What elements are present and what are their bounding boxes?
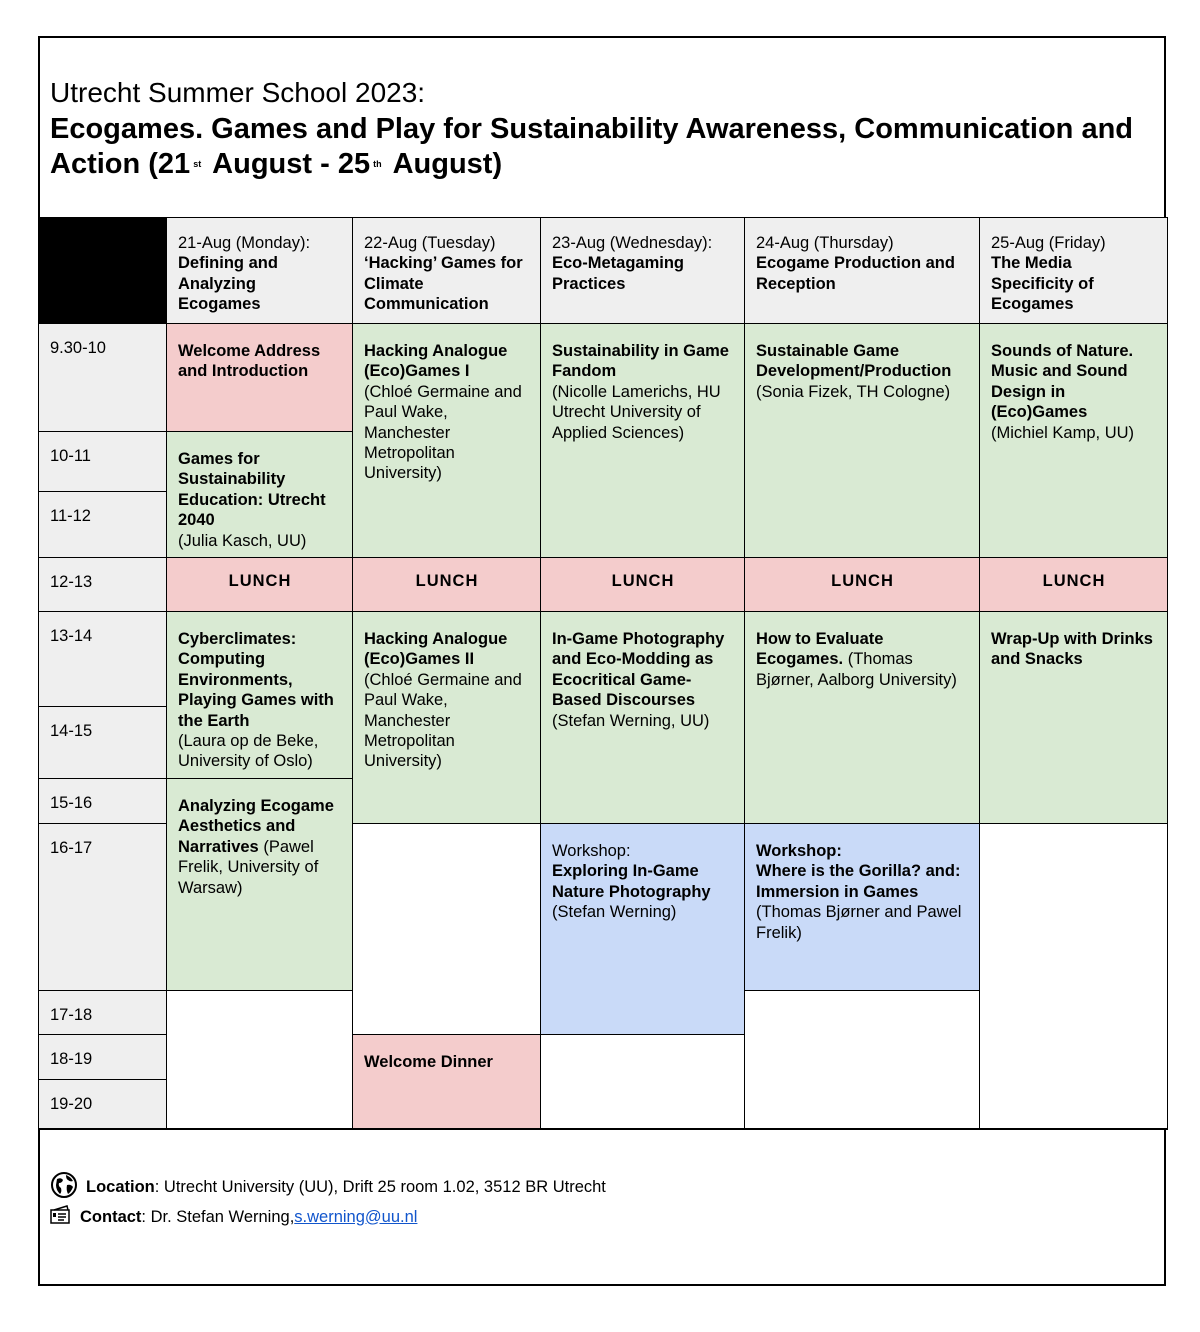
session-thursday-evaluate: How to Evaluate Ecogames. (Thomas Bjørner, Aalborg University): [744, 611, 980, 824]
table-bottom-rule: [38, 1128, 1168, 1130]
lunch-cell: LUNCH: [166, 557, 353, 612]
empty-cell: [352, 823, 541, 1035]
time-slot: 15-16: [38, 778, 167, 824]
session-wednesday-photography: In-Game Photography and Eco-Modding as Ecocritical Game-Based Discourses (Stefan Werning, UU): [540, 611, 745, 824]
time-slot: 13-14: [38, 611, 167, 707]
session-thursday-workshop: Workshop: Where is the Gorilla? and: Immersion in Games (Thomas Bjørner and Pawel Frelik): [744, 823, 980, 991]
empty-cell: [166, 990, 353, 1130]
time-slot: 19-20: [38, 1079, 167, 1130]
session-friday-sounds: Sounds of Nature. Music and Sound Design in (Eco)Games (Michiel Kamp, UU): [979, 323, 1168, 558]
globe-icon: [50, 1171, 86, 1204]
empty-cell: [744, 990, 980, 1130]
session-friday-wrap-up: Wrap-Up with Drinks and Snacks: [979, 611, 1168, 824]
session-tuesday-hacking-2: Hacking Analogue (Eco)Games II (Chloé Germaine and Paul Wake, Manchester Metropolitan University): [352, 611, 541, 824]
session-wednesday-workshop: Workshop: Exploring In-Game Nature Photography (Stefan Werning): [540, 823, 745, 1035]
empty-cell: [540, 1034, 745, 1130]
lunch-cell: LUNCH: [352, 557, 541, 612]
session-monday-welcome: Welcome Address and Introduction: [166, 323, 353, 432]
session-tuesday-welcome-dinner: Welcome Dinner: [352, 1034, 541, 1130]
time-slot: 9.30-10: [38, 323, 167, 432]
location-row: Location : Utrecht University (UU), Drift 25 room 1.02, 3512 BR Utrecht: [50, 1172, 1150, 1202]
session-monday-aesthetics: Analyzing Ecogame Aesthetics and Narratives (Pawel Frelik, University of Warsaw): [166, 778, 353, 991]
day-header-thursday: 24-Aug (Thursday) Ecogame Production and Reception: [744, 217, 980, 324]
session-tuesday-hacking-1: Hacking Analogue (Eco)Games I (Chloé Germaine and Paul Wake, Manchester Metropolitan University): [352, 323, 541, 558]
day-header-tuesday: 22-Aug (Tuesday) ‘Hacking’ Games for Climate Communication: [352, 217, 541, 324]
day-header-wednesday: 23-Aug (Wednesday): Eco-Metagaming Practices: [540, 217, 745, 324]
session-wednesday-fandom: Sustainability in Game Fandom (Nicolle Lamerichs, HU Utrecht University of Applied Sciences): [540, 323, 745, 558]
session-monday-sustainability-education: Games for Sustainability Education: Utrecht 2040 (Julia Kasch, UU): [166, 431, 353, 558]
empty-cell: [979, 823, 1168, 1130]
time-slot: 11-12: [38, 491, 167, 558]
time-slot: 12-13: [38, 557, 167, 612]
day-header-monday: 21-Aug (Monday): Defining and Analyzing Ecogames: [166, 217, 353, 324]
page-subtitle: Utrecht Summer School 2023:: [50, 77, 426, 108]
contact-card-icon: [50, 1205, 80, 1230]
lunch-cell: LUNCH: [744, 557, 980, 612]
day-header-friday: 25-Aug (Friday) The Media Specificity of Ecogames: [979, 217, 1168, 324]
contact-email-link[interactable]: s.werning@uu.nl: [294, 1207, 418, 1226]
lunch-cell: LUNCH: [979, 557, 1168, 612]
time-slot: 16-17: [38, 823, 167, 991]
document-footer: [50, 1172, 1150, 1232]
lunch-cell: LUNCH: [540, 557, 745, 612]
session-monday-cyberclimates: Cyberclimates: Computing Environments, Playing Games with the Earth (Laura op de Beke, University of Oslo): [166, 611, 353, 779]
time-slot: 10-11: [38, 431, 167, 492]
time-slot: 18-19: [38, 1034, 167, 1080]
session-thursday-development: Sustainable Game Development/Production (Sonia Fizek, TH Cologne): [744, 323, 980, 558]
time-slot: 14-15: [38, 706, 167, 779]
page-title: Ecogames. Games and Play for Sustainability Awareness, Communication and Action (21 $^{st}$ August - 25 $^{th}$ August): [50, 113, 1133, 180]
time-slot: 17-18: [38, 990, 167, 1035]
contact-row: Contact : Dr. Stefan Werning, s.werning@uu.nl: [50, 1202, 1150, 1232]
table-corner: [38, 217, 167, 324]
